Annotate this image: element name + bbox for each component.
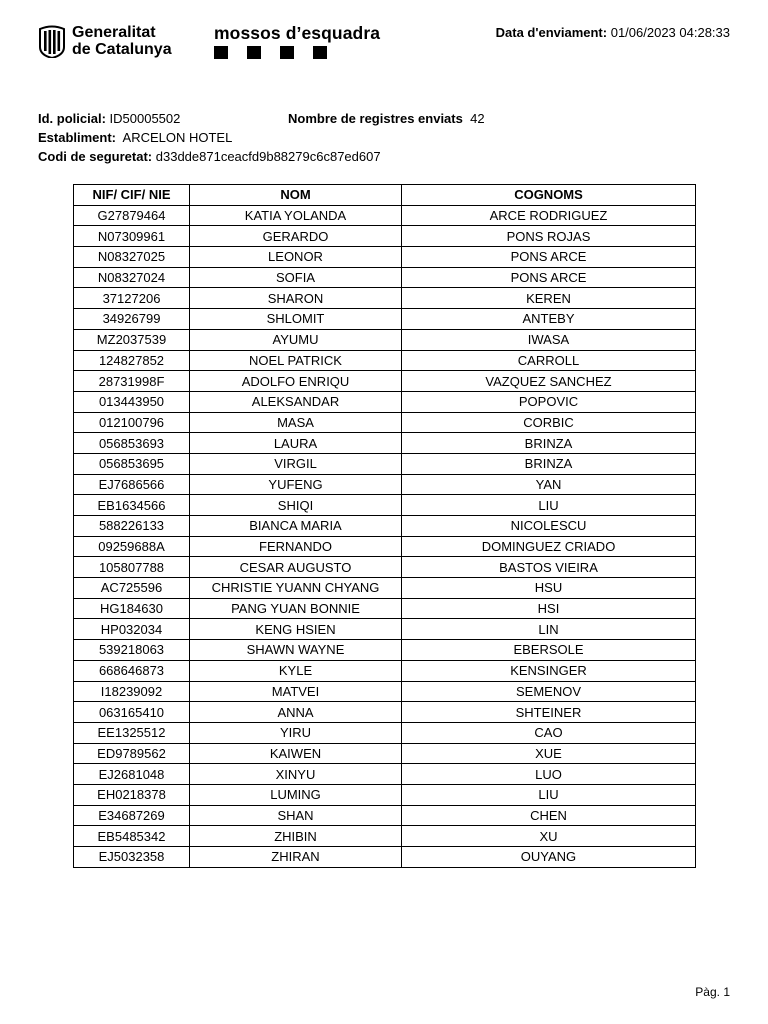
- table-row: [74, 226, 696, 247]
- cell-name: MASA: [190, 412, 402, 433]
- send-date: [496, 25, 730, 40]
- cell-name: LEONOR: [190, 247, 402, 268]
- table-row: [74, 267, 696, 288]
- table-row: [74, 681, 696, 702]
- registry-table: [73, 184, 696, 868]
- cell-surnames: CARROLL: [402, 350, 696, 371]
- send-date-label: Data d'enviament:: [495, 25, 608, 40]
- cell-name: KAIWEN: [190, 743, 402, 764]
- cell-surnames: CORBIC: [402, 412, 696, 433]
- cell-name: ZHIBIN: [190, 826, 402, 847]
- table-row: [74, 598, 696, 619]
- table-row: [74, 722, 696, 743]
- cell-name: YIRU: [190, 722, 402, 743]
- cell-id: E34687269: [74, 805, 190, 826]
- col-header-name: NOM: [190, 185, 402, 206]
- cell-id: 09259688A: [74, 536, 190, 557]
- cell-surnames: XU: [402, 826, 696, 847]
- cell-id: 105807788: [74, 557, 190, 578]
- table-header-row: [74, 185, 696, 206]
- col-header-id: NIF/ CIF/ NIE: [74, 185, 190, 206]
- mossos-squares-icon: [214, 46, 380, 59]
- cell-id: EH0218378: [74, 784, 190, 805]
- cell-surnames: KEREN: [402, 288, 696, 309]
- cell-id: EJ7686566: [74, 474, 190, 495]
- cell-id: EJ5032358: [74, 847, 190, 868]
- cell-name: ANNA: [190, 702, 402, 723]
- table-row: [74, 495, 696, 516]
- cell-name: PANG YUAN BONNIE: [190, 598, 402, 619]
- cell-name: LUMING: [190, 784, 402, 805]
- table-row: [74, 371, 696, 392]
- cell-id: AC725596: [74, 578, 190, 599]
- cell-surnames: PONS ARCE: [402, 247, 696, 268]
- cell-surnames: KENSINGER: [402, 660, 696, 681]
- cell-surnames: HSU: [402, 578, 696, 599]
- cell-surnames: EBERSOLE: [402, 640, 696, 661]
- cell-surnames: IWASA: [402, 329, 696, 350]
- cell-name: XINYU: [190, 764, 402, 785]
- table-row: [74, 516, 696, 537]
- cell-id: G27879464: [74, 205, 190, 226]
- cell-id: 063165410: [74, 702, 190, 723]
- cell-surnames: BRINZA: [402, 453, 696, 474]
- cell-name: VIRGIL: [190, 453, 402, 474]
- cell-name: ALEKSANDAR: [190, 391, 402, 412]
- cell-id: HG184630: [74, 598, 190, 619]
- cell-surnames: ANTEBY: [402, 309, 696, 330]
- establishment-value: ARCELON HOTEL: [122, 130, 233, 145]
- cell-name: SHAN: [190, 805, 402, 826]
- logo-line-1: Generalitat: [72, 24, 156, 41]
- cell-surnames: OUYANG: [402, 847, 696, 868]
- table-row: [74, 536, 696, 557]
- table-row: [74, 578, 696, 599]
- cell-name: ZHIRAN: [190, 847, 402, 868]
- table-row: [74, 205, 696, 226]
- mossos-logo: [214, 22, 380, 59]
- records-sent: [288, 111, 485, 126]
- cell-surnames: DOMINGUEZ CRIADO: [402, 536, 696, 557]
- cell-id: 588226133: [74, 516, 190, 537]
- security-code: [38, 149, 381, 164]
- cell-surnames: YAN: [402, 474, 696, 495]
- cell-name: ADOLFO ENRIQU: [190, 371, 402, 392]
- cell-name: AYUMU: [190, 329, 402, 350]
- cell-surnames: SHTEINER: [402, 702, 696, 723]
- generalitat-emblem-icon: [38, 25, 66, 58]
- cell-name: FERNANDO: [190, 536, 402, 557]
- cell-surnames: CHEN: [402, 805, 696, 826]
- cell-name: MATVEI: [190, 681, 402, 702]
- cell-surnames: POPOVIC: [402, 391, 696, 412]
- cell-name: SHAWN WAYNE: [190, 640, 402, 661]
- establishment: [38, 130, 232, 145]
- cell-surnames: VAZQUEZ SANCHEZ: [402, 371, 696, 392]
- table-row: [74, 391, 696, 412]
- cell-id: EJ2681048: [74, 764, 190, 785]
- cell-id: 37127206: [74, 288, 190, 309]
- records-sent-label: Nombre de registres enviats: [288, 111, 463, 126]
- table-row: [74, 640, 696, 661]
- cell-name: SOFIA: [190, 267, 402, 288]
- table-row: [74, 619, 696, 640]
- cell-id: EE1325512: [74, 722, 190, 743]
- cell-id: N08327025: [74, 247, 190, 268]
- police-id-label: Id. policial:: [38, 111, 106, 126]
- cell-id: I18239092: [74, 681, 190, 702]
- cell-name: GERARDO: [190, 226, 402, 247]
- cell-name: KYLE: [190, 660, 402, 681]
- table-row: [74, 433, 696, 454]
- cell-surnames: SEMENOV: [402, 681, 696, 702]
- cell-name: CESAR AUGUSTO: [190, 557, 402, 578]
- records-sent-value: 42: [470, 111, 485, 126]
- page-number: Pàg. 1: [695, 985, 730, 999]
- cell-id: 34926799: [74, 309, 190, 330]
- table-row: [74, 350, 696, 371]
- cell-surnames: XUE: [402, 743, 696, 764]
- cell-name: SHIQI: [190, 495, 402, 516]
- police-id-value: ID50005502: [109, 111, 181, 126]
- table-row: [74, 453, 696, 474]
- table-row: [74, 847, 696, 868]
- cell-id: MZ2037539: [74, 329, 190, 350]
- cell-id: 539218063: [74, 640, 190, 661]
- cell-surnames: LIN: [402, 619, 696, 640]
- mossos-wordmark: mossos d’esquadra: [214, 23, 381, 43]
- table-row: [74, 660, 696, 681]
- cell-surnames: CAO: [402, 722, 696, 743]
- table-row: [74, 309, 696, 330]
- cell-id: N07309961: [74, 226, 190, 247]
- police-id: [38, 111, 180, 126]
- cell-id: N08327024: [74, 267, 190, 288]
- table-row: [74, 764, 696, 785]
- cell-name: LAURA: [190, 433, 402, 454]
- cell-surnames: PONS ARCE: [402, 267, 696, 288]
- cell-id: EB5485342: [74, 826, 190, 847]
- cell-surnames: PONS ROJAS: [402, 226, 696, 247]
- cell-name: YUFENG: [190, 474, 402, 495]
- cell-id: 056853693: [74, 433, 190, 454]
- table-row: [74, 557, 696, 578]
- table-row: [74, 474, 696, 495]
- table-row: [74, 247, 696, 268]
- establishment-label: Establiment:: [38, 130, 117, 145]
- generalitat-logo: [38, 24, 172, 58]
- cell-id: 012100796: [74, 412, 190, 433]
- cell-name: CHRISTIE YUANN CHYANG: [190, 578, 402, 599]
- cell-id: EB1634566: [74, 495, 190, 516]
- security-code-label: Codi de seguretat:: [38, 149, 153, 164]
- cell-id: 28731998F: [74, 371, 190, 392]
- cell-surnames: BRINZA: [402, 433, 696, 454]
- send-date-value: 01/06/2023 04:28:33: [610, 25, 730, 40]
- cell-surnames: LIU: [402, 784, 696, 805]
- table-row: [74, 743, 696, 764]
- cell-id: 013443950: [74, 391, 190, 412]
- table-row: [74, 329, 696, 350]
- col-header-surnames: COGNOMS: [402, 185, 696, 206]
- table-row: [74, 288, 696, 309]
- security-code-value: d33dde871ceacfd9b88279c6c87ed607: [155, 149, 381, 164]
- cell-surnames: ARCE RODRIGUEZ: [402, 205, 696, 226]
- cell-surnames: BASTOS VIEIRA: [402, 557, 696, 578]
- cell-id: 668646873: [74, 660, 190, 681]
- table-body: [74, 205, 696, 867]
- cell-name: KENG HSIEN: [190, 619, 402, 640]
- cell-name: KATIA YOLANDA: [190, 205, 402, 226]
- cell-id: ED9789562: [74, 743, 190, 764]
- cell-id: 056853695: [74, 453, 190, 474]
- cell-name: BIANCA MARIA: [190, 516, 402, 537]
- cell-surnames: LUO: [402, 764, 696, 785]
- cell-surnames: HSI: [402, 598, 696, 619]
- cell-name: SHLOMIT: [190, 309, 402, 330]
- table-row: [74, 784, 696, 805]
- cell-name: NOEL PATRICK: [190, 350, 402, 371]
- table-row: [74, 826, 696, 847]
- table-row: [74, 702, 696, 723]
- table-row: [74, 805, 696, 826]
- cell-id: 124827852: [74, 350, 190, 371]
- logo-line-2: de Catalunya: [72, 41, 172, 58]
- cell-name: SHARON: [190, 288, 402, 309]
- cell-surnames: LIU: [402, 495, 696, 516]
- generalitat-wordmark: [72, 24, 172, 58]
- table-row: [74, 412, 696, 433]
- cell-id: HP032034: [74, 619, 190, 640]
- cell-surnames: NICOLESCU: [402, 516, 696, 537]
